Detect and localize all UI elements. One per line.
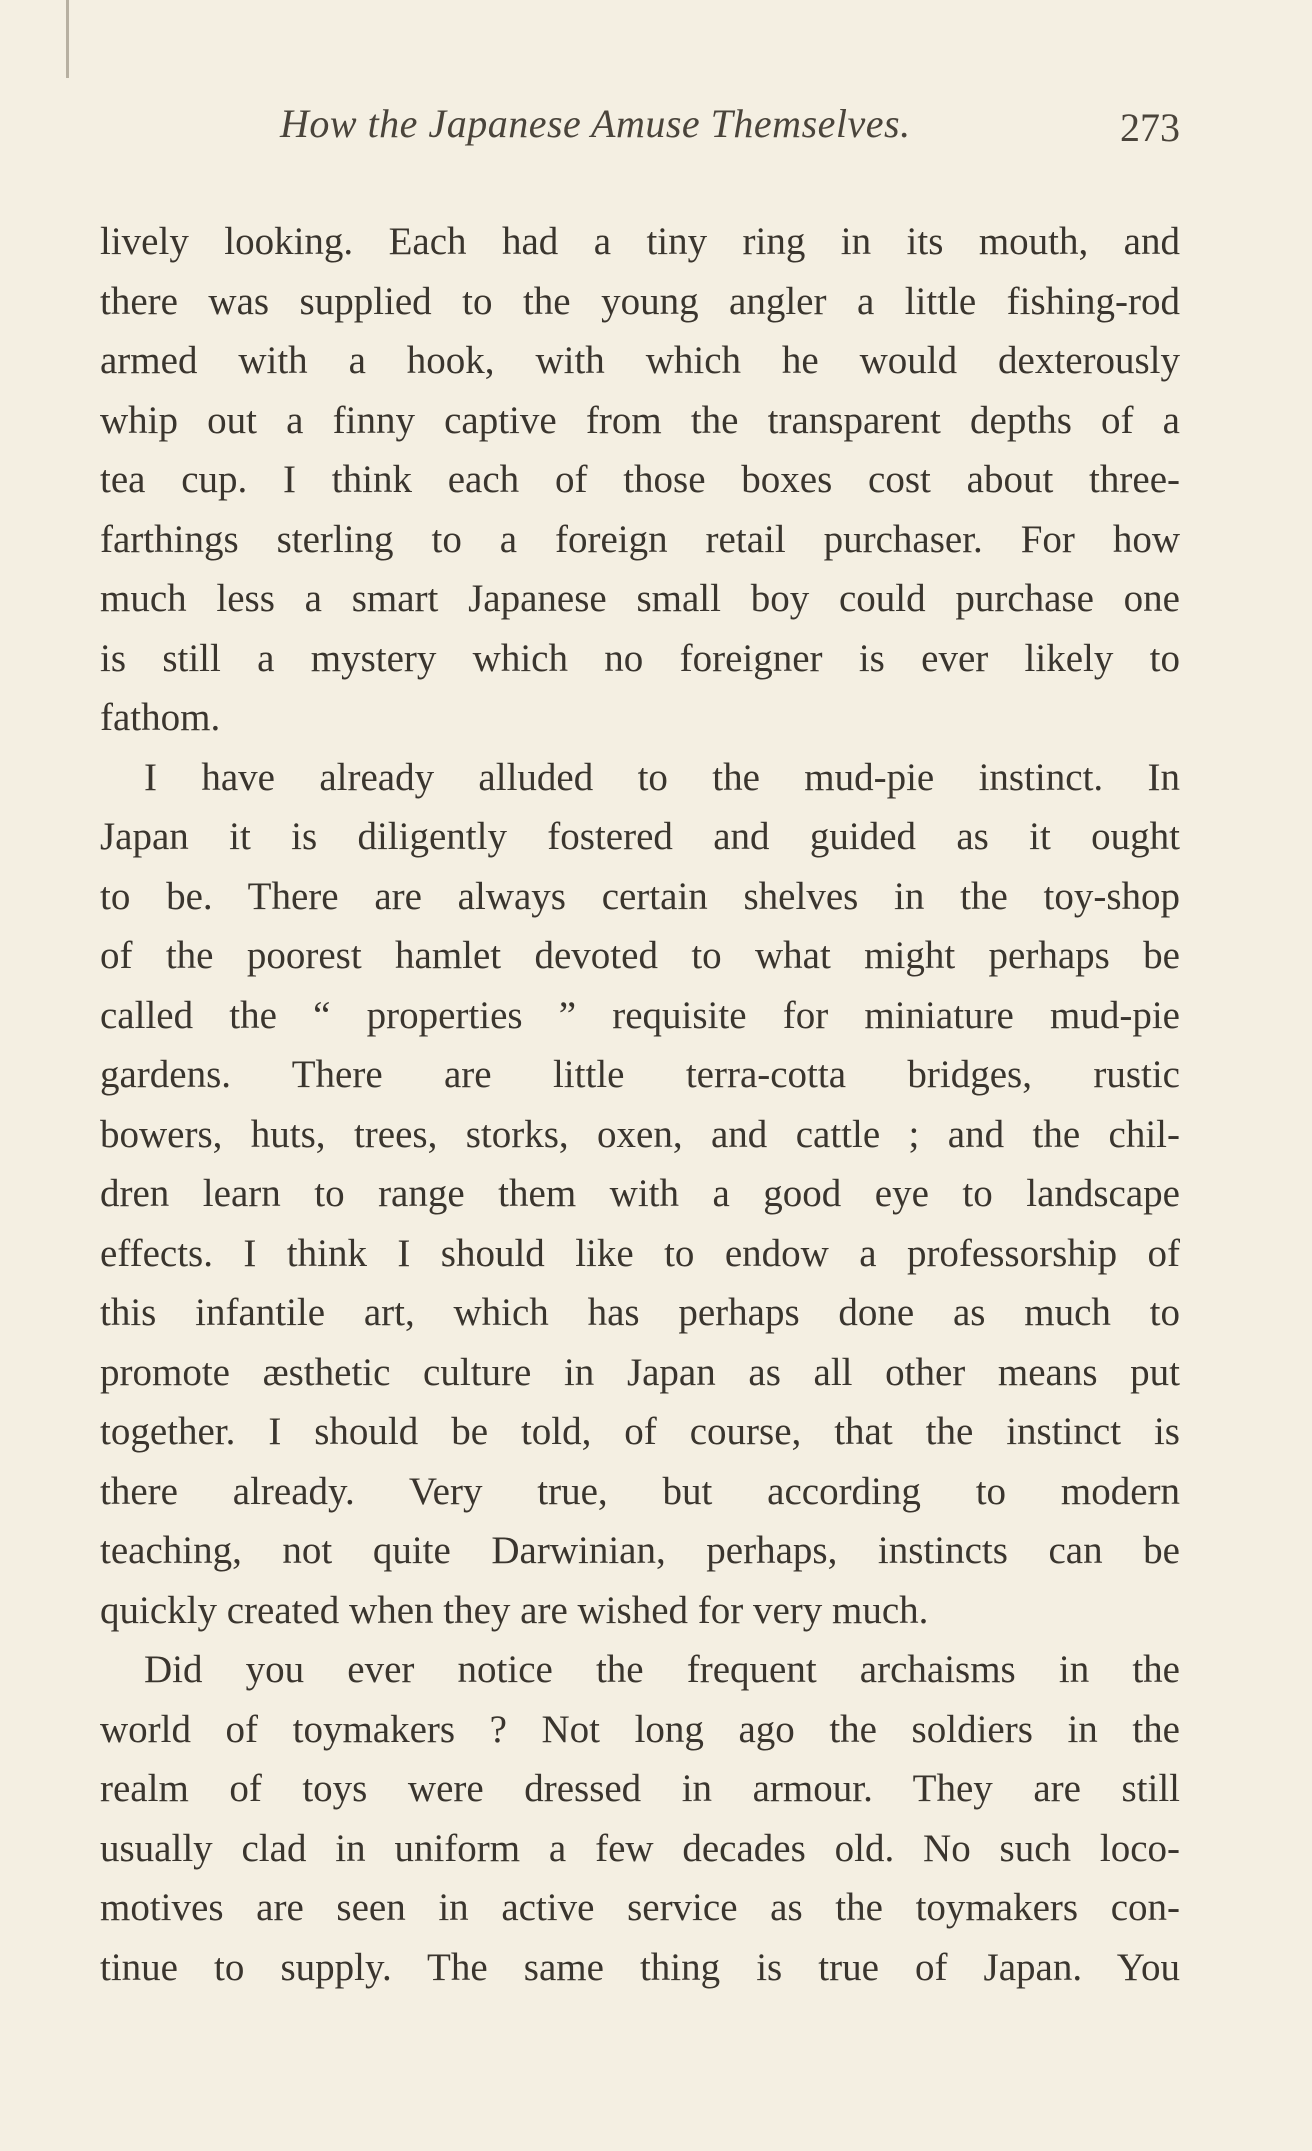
text-line: realm of toys were dressed in armour. They are still: [100, 1767, 1180, 1810]
text-line: I have already alluded to the mud-pie instinct. In: [144, 755, 1180, 799]
text-line: usually clad in uniform a few decades old. No such loco-: [100, 1826, 1180, 1870]
text-line: tea cup. I think each of those boxes cost about three-: [100, 458, 1180, 501]
page-number: 273: [1120, 105, 1180, 150]
text-line: Did you ever notice the frequent archaisms in the: [144, 1648, 1180, 1691]
text-line: to be. There are always certain shelves in the toy-shop: [100, 874, 1180, 918]
text-line: dren learn to range them with a good eye to landscape: [100, 1172, 1180, 1215]
text-line: promote æsthetic culture in Japan as all other means put: [100, 1350, 1180, 1394]
body-text: [100, 212, 1180, 1997]
text-line: effects. I think I should like to endow a professorship of: [100, 1231, 1180, 1275]
text-line: armed with a hook, with which he would dexterously: [100, 339, 1180, 382]
text-line: much less a smart Japanese small boy could purchase one: [100, 577, 1180, 620]
running-head: [100, 100, 1180, 160]
text-line: whip out a finny captive from the transparent depths of a: [100, 398, 1180, 442]
text-line: this infantile art, which has perhaps done as much to: [100, 1291, 1180, 1334]
running-title: How the Japanese Amuse Themselves.: [280, 101, 911, 146]
text-line: of the poorest hamlet devoted to what might perhaps be: [100, 934, 1180, 977]
text-line: teaching, not quite Darwinian, perhaps, instincts can be: [100, 1529, 1180, 1572]
text-line: there already. Very true, but according to modern: [100, 1469, 1180, 1513]
text-line: lively looking. Each had a tiny ring in its mouth, and: [100, 220, 1180, 263]
text-line: bowers, huts, trees, storks, oxen, and cattle ; and the chil-: [100, 1112, 1180, 1156]
text-line: there was supplied to the young angler a little fishing-rod: [100, 279, 1180, 323]
text-line: together. I should be told, of course, that the instinct is: [100, 1410, 1180, 1453]
text-line: called the “ properties ” requisite for miniature mud-pie: [100, 993, 1180, 1037]
text-line: gardens. There are little terra-cotta bridges, rustic: [100, 1053, 1180, 1096]
text-line: is still a mystery which no foreigner is ever likely to: [100, 636, 1180, 680]
text-line: farthings sterling to a foreign retail purchaser. For how: [100, 517, 1180, 561]
text-line: Japan it is diligently fostered and guided as it ought: [100, 815, 1180, 858]
text-line: tinue to supply. The same thing is true of Japan. You: [100, 1945, 1180, 1989]
text-line: fathom.: [100, 696, 221, 739]
text-line: world of toymakers ? Not long ago the soldiers in the: [100, 1707, 1180, 1751]
text-line: quickly created when they are wished for very much.: [100, 1588, 929, 1632]
margin-mark: [66, 0, 69, 78]
text-line: motives are seen in active service as the toymakers con-: [100, 1886, 1180, 1929]
